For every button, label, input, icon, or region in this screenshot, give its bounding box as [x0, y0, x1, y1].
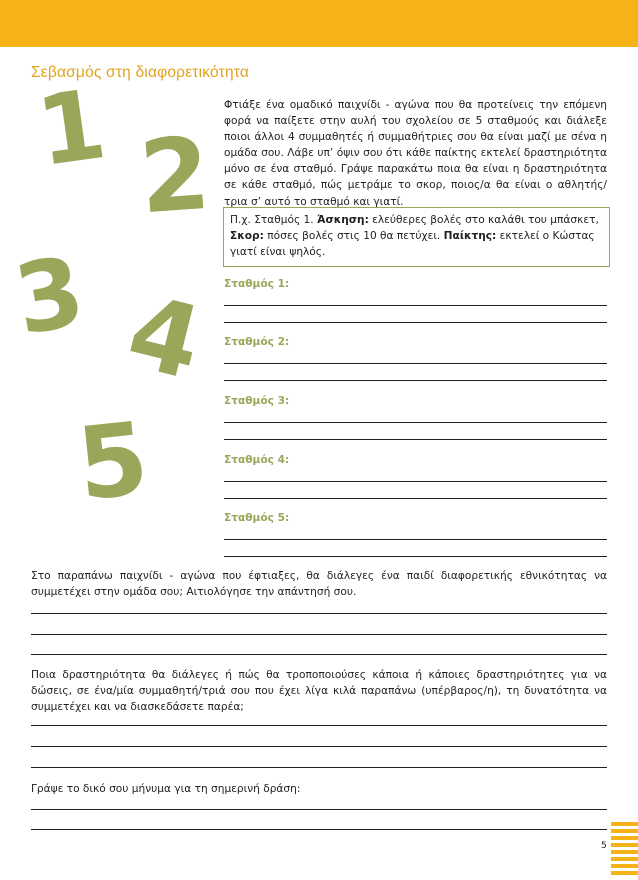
example-label-exercise: Άσκηση:	[317, 214, 369, 226]
question-1-answer-line-2[interactable]	[31, 634, 607, 635]
footer-stripe	[611, 829, 638, 833]
station-2-label: Σταθμός 2:	[224, 336, 290, 348]
station-5-answer-line-1[interactable]	[224, 539, 607, 540]
station-4-label: Σταθμός 4:	[224, 454, 290, 466]
question-3-answer-line-1[interactable]	[31, 809, 607, 810]
station-4-answer-line-1[interactable]	[224, 481, 607, 482]
question-2-text: Ποια δραστηριότητα θα διάλεγες ή πώς θα τροποποιούσες κάποια ή κάποιες δραστηριότητες για να δώσεις, σε ένα/μία συμμαθητή/τριά σου που έχει λίγα κιλά παραπάνω (υπέρβαρος/η), τη δυνατότητα να συμμετέχει και να διασκεδάσετε παρέα;	[31, 669, 607, 714]
footer-stripe	[611, 843, 638, 847]
page-title: Σεβασμός στη διαφορετικότητα	[31, 64, 250, 81]
decor-number-4: 4	[117, 272, 213, 403]
decor-number-5: 5	[72, 399, 154, 524]
station-5-label: Σταθμός 5:	[224, 512, 290, 524]
example-prefix: Π.χ. Σταθμός 1.	[230, 214, 318, 226]
question-1-text: Στο παραπάνω παιχνίδι - αγώνα που έφτιαξες, θα διάλεγες ένα παιδί διαφορετικής εθνικότητας να συμμετέχει στην ομάδα σου; Αιτιολόγησε την απάντησή σου.	[31, 570, 607, 599]
instructions-text: Φτιάξε ένα ομαδικό παιχνίδι - αγώνα που θα προτείνεις την επόμενη φορά να παίξετε στην αυλή του σχολείου σε 5 σταθμούς και διάλεξε ποιοι άλλοι 4 συμμαθητές ή συμμαθήτριες σου θα είναι μαζί με σένα η ομάδα σου. Λάβε υπ’ όψιν σου ότι κάθε παίκτης εκτελεί δραστηριότητα μόνο σε ένα σταθμό. Γράψε παρακάτω ποια θα είναι η δραστηριότητα σε κάθε σταθμό, πώς μετράμε το σκορ, ποιος/α θα είναι ο αθλητής/τρια σ’ αυτό το σταθμό και γιατί.	[224, 99, 607, 208]
example-label-player: Παίκτης:	[443, 230, 497, 243]
footer-stripe	[611, 850, 638, 854]
top-banner	[0, 0, 638, 47]
example-text-score: πόσες βολές στις 10 θα πετύχει.	[263, 230, 444, 243]
station-3-answer-line-2[interactable]	[224, 439, 607, 440]
station-2-answer-line-1[interactable]	[224, 363, 607, 364]
station-3-answer-line-1[interactable]	[224, 422, 607, 423]
station-1-answer-line-1[interactable]	[224, 305, 607, 306]
question-2-answer-line-3[interactable]	[31, 767, 607, 768]
question-2-answer-line-1[interactable]	[31, 725, 607, 726]
decor-number-1: 1	[30, 67, 113, 189]
decor-number-2: 2	[135, 114, 214, 237]
question-3-answer-line-2[interactable]	[31, 829, 607, 830]
page-number: 5	[601, 841, 607, 851]
footer-stripe	[611, 864, 638, 868]
station-2-answer-line-2[interactable]	[224, 380, 607, 381]
example-box	[223, 207, 610, 267]
question-1-answer-line-3[interactable]	[31, 654, 607, 655]
example-text-player: εκτελεί ο Κώστας γιατί είναι ψηλός.	[230, 230, 595, 259]
footer-stripe	[611, 836, 638, 840]
question-1-answer-line-1[interactable]	[31, 613, 607, 614]
station-1-answer-line-2[interactable]	[224, 322, 607, 323]
station-4-answer-line-2[interactable]	[224, 498, 607, 499]
station-5-answer-line-2[interactable]	[224, 556, 607, 557]
question-3-text: Γράψε το δικό σου μήνυμα για τη σημερινή δράση:	[31, 783, 301, 795]
footer-stripe	[611, 871, 638, 875]
footer-stripe	[611, 857, 638, 861]
question-2-answer-line-2[interactable]	[31, 746, 607, 747]
decor-number-3: 3	[6, 235, 93, 357]
example-text-exercise: ελεύθερες βολές στο καλάθι του μπάσκετ,	[368, 214, 599, 226]
footer-stripes	[611, 822, 638, 878]
footer-stripe	[611, 822, 638, 826]
station-1-label: Σταθμός 1:	[224, 278, 290, 290]
example-label-score: Σκορ:	[230, 230, 264, 243]
station-3-label: Σταθμός 3:	[224, 395, 290, 407]
